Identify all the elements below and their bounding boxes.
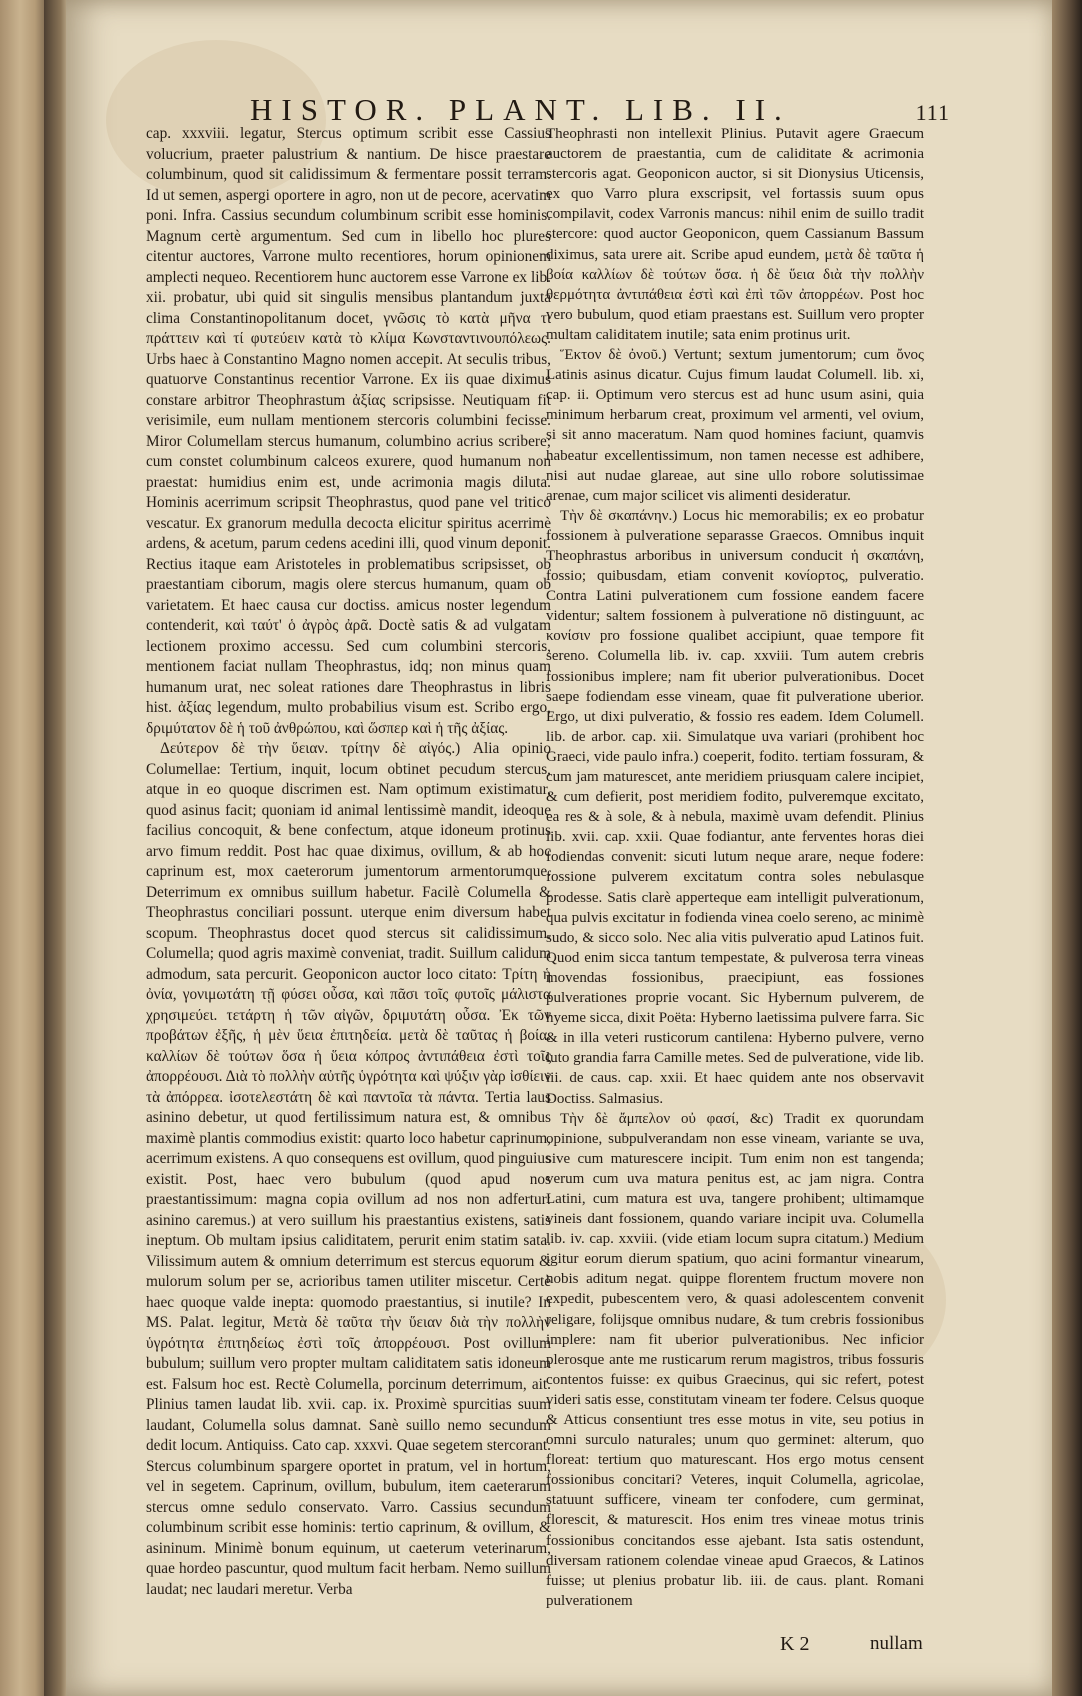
facing-page-edge (0, 0, 50, 1696)
left-text-column (146, 124, 551, 1600)
signature-mark: K 2 (780, 1633, 810, 1655)
right-text-column (546, 124, 924, 1611)
paragraph: Theophrasti non intellexit Plinius. Putavit agere Graecum auctorem de praestantia, cum de caliditate & acrimonia stercoris agat. Geoponicon auctor, si sit Dionysius Uticensis, ex quo Varro plura exscripsit, vel fortassis suum opus compilavit, codex Varronis mancus: nihil enim de suillo tradit stercore: quod auctor Geoponicon, quem Cassianum Bassum diximus, sata urere ait. Scribe apud eundem, μετὰ δὲ ταῦτα ἡ βοία καλλίων δὲ τούτων ὅσα. ἡ δὲ ὕεια διὰ τὴν πολλὴν θερμότητα ἀντιπάθεια ἐστὶ καὶ ἐπὶ τῶν ἀπορρέων. Post hoc vero bubulum, quod etiam praestans est. Suillum vero propter multam caliditatem inutile; sata enim protinus urit. (546, 126, 924, 343)
paragraph: Τὴν δὲ σκαπάνην.) Locus hic memorabilis; ex eo probatur fossionem à pulveratione separasse Graecos. Omnibus inquit Theophrastus arboribus in universum conducit ἡ σκαπάνη, fossio; quibusdam, etiam convenit κονίορτος, pulveratio. Contra Latini pulverationem cum fossione eandem facere videntur; saltem fossionem à pulveratione nō distinguunt, ac κονίσιν pro fossione qualibet accipiunt, quae tempore fit sereno. Columella lib. iv. cap. xxviii. Tum autem crebris fossionibus implere; nam fit uberior pulverationibus. Docet saepe fodiendam esse vineam, quae fit pulveratione uberior. Ergo, ut dixi pulveratio, & fossio res eadem. Idem Columell. lib. de arbor. cap. xii. Simulatque uva variari (prohibent hoc Graeci, vide paulo infra.) coeperit, fodito. tertiam fossuram, & cum jam maturescet, ante meridiem priusquam calere incipiet, & cum defierit, post meridiem fodito, pulveremque excitato, ea res & à sole, & à nebula, maximè uvam defendit. Plinius lib. xvii. cap. xxii. Quae fodiantur, ante ferventes horas diei fodiendas convenit: sicuti lutum neque arare, neque fodere: fossione pulverem excitatum contra soles nebulasque prodesse. Satis clarè apperteque eam intelligit pulverationum, qua pulvis excitatur in fodienda vinea coelo sereno, ac minimè sudo, & sicco solo. Nec alia vitis pulveratio apud Latinos fuit. Quod enim sicca tantum tempestate, & pulverosa terra vineas movendas fossionibus, praecipiunt, eas fossiones pulverationes proprie vocant. Sic Hybernum pulverem, de hyeme sicca, dixit Poëta: Hyberno laetissima pulvere farra. Sic & in illa veteri rusticorum cantilena: Hyberno pulvere, verno luto grandia farra Camille metes. Sed de pulveratione, vide lib. iii. de caus. cap. xxii. Et haec quidem ante nos observavit Doctiss. Salmasius. (546, 507, 924, 1107)
paragraph: Δεύτερον δὲ τὴν ὕειαν. τρίτην δὲ αἰγός.) Alia opinio Columellae: Tertium, inquit, locum obtinet pecudum stercus, atque in eo quoque discrimen est. Nam optimum existimatur, quod asinus facit; quoniam id animal lentissimè mandit, ideoque facilius concoquit, & bene confectum, atque idoneum protinus arvo fimum reddit. Post hac quae diximus, ovillum, & ab hoc caprinum est, mox caeterorum jumentorum armentorumque. Deterrimum ex omnibus suillum habetur. Facilè Columella & Theophrastus conciliari possunt. uterque enim diversum habet scopum. Theophrastus docet quod stercus sit calidissimum. Columella; quod agris maximè conveniat, tradit. Suillum calidum admodum, sata percurit. Geoponicon auctor loco citato: Τρίτη ἡ ὀνία, γονιμωτάτη τῇ φύσει οὖσα, καὶ πᾶσι τοῖς φυτοῖς μάλιστα χρησιμεύει. τετάρτη ἡ τῶν αἰγῶν, δριμυτάτη οὖσα. Ἐκ τῶν προβάτων ἐξῆς, ἡ μὲν ὕεια ἐπιτηδεία. μετὰ δὲ ταῦτας ἡ βοία. καλλίων δὲ τούτων ὅσα ἡ ὕεια κόπρος ἀντιπάθεια ἐστὶ τοῖς ἀπορρέουσι. Διὰ τὸ πολλὴν αὐτῆς ὑγρότητα καὶ ψύξιν γὰρ ἰσθίειν τὰ ἀπόρρεα. ἰσοτελεστάτη δὲ καὶ παντοῖα τὰ πάντα. Tertia laus asinino debetur, ut quod fertilissimum natura est, & omnibus maximè plantis commodius existit: quarto loco habetur caprinum, acerrimum existens. A quo consequens est ovillum, quod pinguius existit. Post, haec vero bubulum (quod apud nos praestantissimum: magna copia ovillum ad nos non adfertur: asinino caremus.) at vero suillum his praestantius existens, satis ineptum. Ob multam ipsius caliditatem, perurit enim statim sata. Vilissimum autem & omnium deterrimum est stercus equorum & mulorum solum per se, acrioribus tamen utiliter miscetur. Certè haec quoque valde inepta: quomodo praestantius, si inutile? In MS. Palat. legitur, Μετὰ δὲ ταῦτα τὴν ὕειαν διὰ τὴν πολλὴν ὑγρότητα ἐπιτηδείως ἐστὶ τοῖς ἀπορρέουσι. Post ovillum bubulum; suillum vero propter multam caliditatem satis idoneum est. Falsum hoc est. Rectè Columella, porcinum deterrimum, ait. Plinius tamen laudat lib. xvii. cap. ix. Proximè spurcitias suum laudant, Columella solus damnat. Sanè suillo nemo secundum dedit locum. Antiquiss. Cato cap. xxxvi. Quae segetem stercorant. Stercus columbinum spargere oportet in pratum, vel in hortum, vel in segetem. Caprinum, ovillum, bubulum, item caeterarum stercus omne sedulo conservato. Varro. Cassius secundum columbinum scribit esse hominis: tertio caprinum, & ovillum, & asininum. Minimè bonum equinum, ut caeterum veterinarum, quae hordeo pascuntur, quod multum facit herbam. Nemo suillum laudat; nec laudari meretur. Verba (146, 740, 551, 1598)
page-edge-shadow (1052, 0, 1082, 1696)
page-footer (780, 1633, 940, 1663)
paragraph: cap. xxxviii. legatur, Stercus optimum scribit esse Cassius volucrium, praeter palustrium & nantium. De hisce praestare columbinum, quod sit calidissimum & fermentare possit terram. Id ut semen, aspergi oportere in agro, non ut de pecore, acervatim poni. Infra. Cassius secundum columbinum scribit esse hominis. Magnum certè argumentum. Sed cum in libello hoc plures citentur auctores, Varrone multo recentiores, horum opinionem amplecti nequeo. Recentiorem hunc auctorem esse Varrone ex lib. xii. probatur, ubi quid sit singulis mensibus plantandum juxta clima Constantinopolitanum docet, γνῶσις τὸ κατὰ μῆνα τι πράττειν καὶ τί φυτεύειν κατὰ τὸ κλίμα Κωνσταντινουπόλεως. Urbs haec à Constantino Magno nomen accepit. At seculis tribus, quatuorve Constantinus recentior Varrone. Ex iis quae diximus constare arbitror Theophrastum ἀξίας scripsisse. Neutiquam fit verisimile, eum nullam mentionem stercoris columbini fecisse. Miror Columellam stercus humanum, columbino acrius scribere; cum constet columbinum calceos exurere, quod humanum non praestat: humidius enim est, unde acrimonia magis diluta. Hominis acerrimum scripsit Theophrastus, quod pane vel tritico vescatur. Ex granorum medulla decocta elicitur spiritus acerrimè ardens, & acetum, parum cedens acedini illi, quod vinum deponit. Rectius itaque eam Aristoteles in problematibus scripsisset, ob praestantiam ciborum, magis olere stercus humanum, quam ob varietatem. Et haec causa cur doctiss. amicus noster legendum contenderit, καὶ ταύτ' ὁ ἀγρὸς ἀρᾶ. Doctè satis & ad vulgatam lectionem proximo accessu. Sed cum columbini stercoris, mentionem faciat nullam Theophrastus, idq; non minus quam humanum urat, nec soleat rationes dare Theophrastus in libris hist. ἀξίας legendum, multo probabilius visum est. Scribo ergo, δριμύτατον δὲ ἡ τοῦ ἀνθρώπου, καὶ ὥσπερ καὶ ἡ τῆς ἀξίας. (146, 125, 551, 737)
paragraph: Ἕκτον δὲ ὀνοῦ.) Vertunt; sextum jumentorum; cum ὄνος Latinis asinus dicatur. Cujus fimum laudat Columell. lib. xi, cap. ii. Optimum vero stercus est ad hunc usum asini, quia minimum herbarum creat, proximum vel armenti, vel ovium, si sit anno maceratum. Nam quod homines faciunt, quamvis habeatur excellentissimum, non tamen necesse est adhibere, nisi aut nudae glareae, aut sine ullo robore solutissimae arenae, cum major scilicet vis alimenti desideratur. (546, 347, 924, 504)
page-number: 111 (915, 100, 950, 125)
paragraph: Τὴν δὲ ἄμπελον οὐ φασί, &c) Tradit ex quorundam opinione, subpulverandam non esse vineam, variante se uva, sive cum maturescere incipit. Tum enim non est tangenda; verum cum uva matura penitus est, ac jam nigra. Contra Latini, cum matura est uva, tangere prohibent; ultimamque vineis dant fossionem, quando variare incipit uva. Columella lib. iv. cap. xxviii. (vide etiam locum supra citatum.) Medium igitur eorum dierum spatium, quo acini formantur vinearum, nobis aditum negat. quippe florentem fructum movere non expedit, pubescentem vero, & quasi adolescentem convenit religare, folijsque omnibus nudare, & tum crebris fossionibus implere: nam fit uberior pulverationibus. Nec inficior plerosque ante me rusticarum rerum magistros, tribus fossuris contentos fuisse: ex quibus Graecinus, qui sic refert, potest videri satis esse, constitutam vineam ter fodere. Celsus quoque & Atticus consentiunt tres esse motus in vite, seu potius in omni surculo naturales; unum quo germinet: alterum, quo floreat: tertium quo maturescant. Hos ergo motus censent fossionibus concitari? Veteres, inquit Columella, agricolae, statuunt sufficere, vineam ter confodere, cum germinat, florescit, & maturescit. Hos enim tres vineae motus trinis fossionibus concitandos esse ajebant. Ista satis ostendunt, diversam rationem colendae vineae apud Graecos, & Latinos fuisse; ut plenius probatur lib. iii. de caus. plant. Romani pulverationem (546, 1110, 924, 1609)
running-head-title: HISTOR. PLANT. LIB. II. (250, 92, 791, 127)
catchword: nullam (870, 1633, 923, 1654)
